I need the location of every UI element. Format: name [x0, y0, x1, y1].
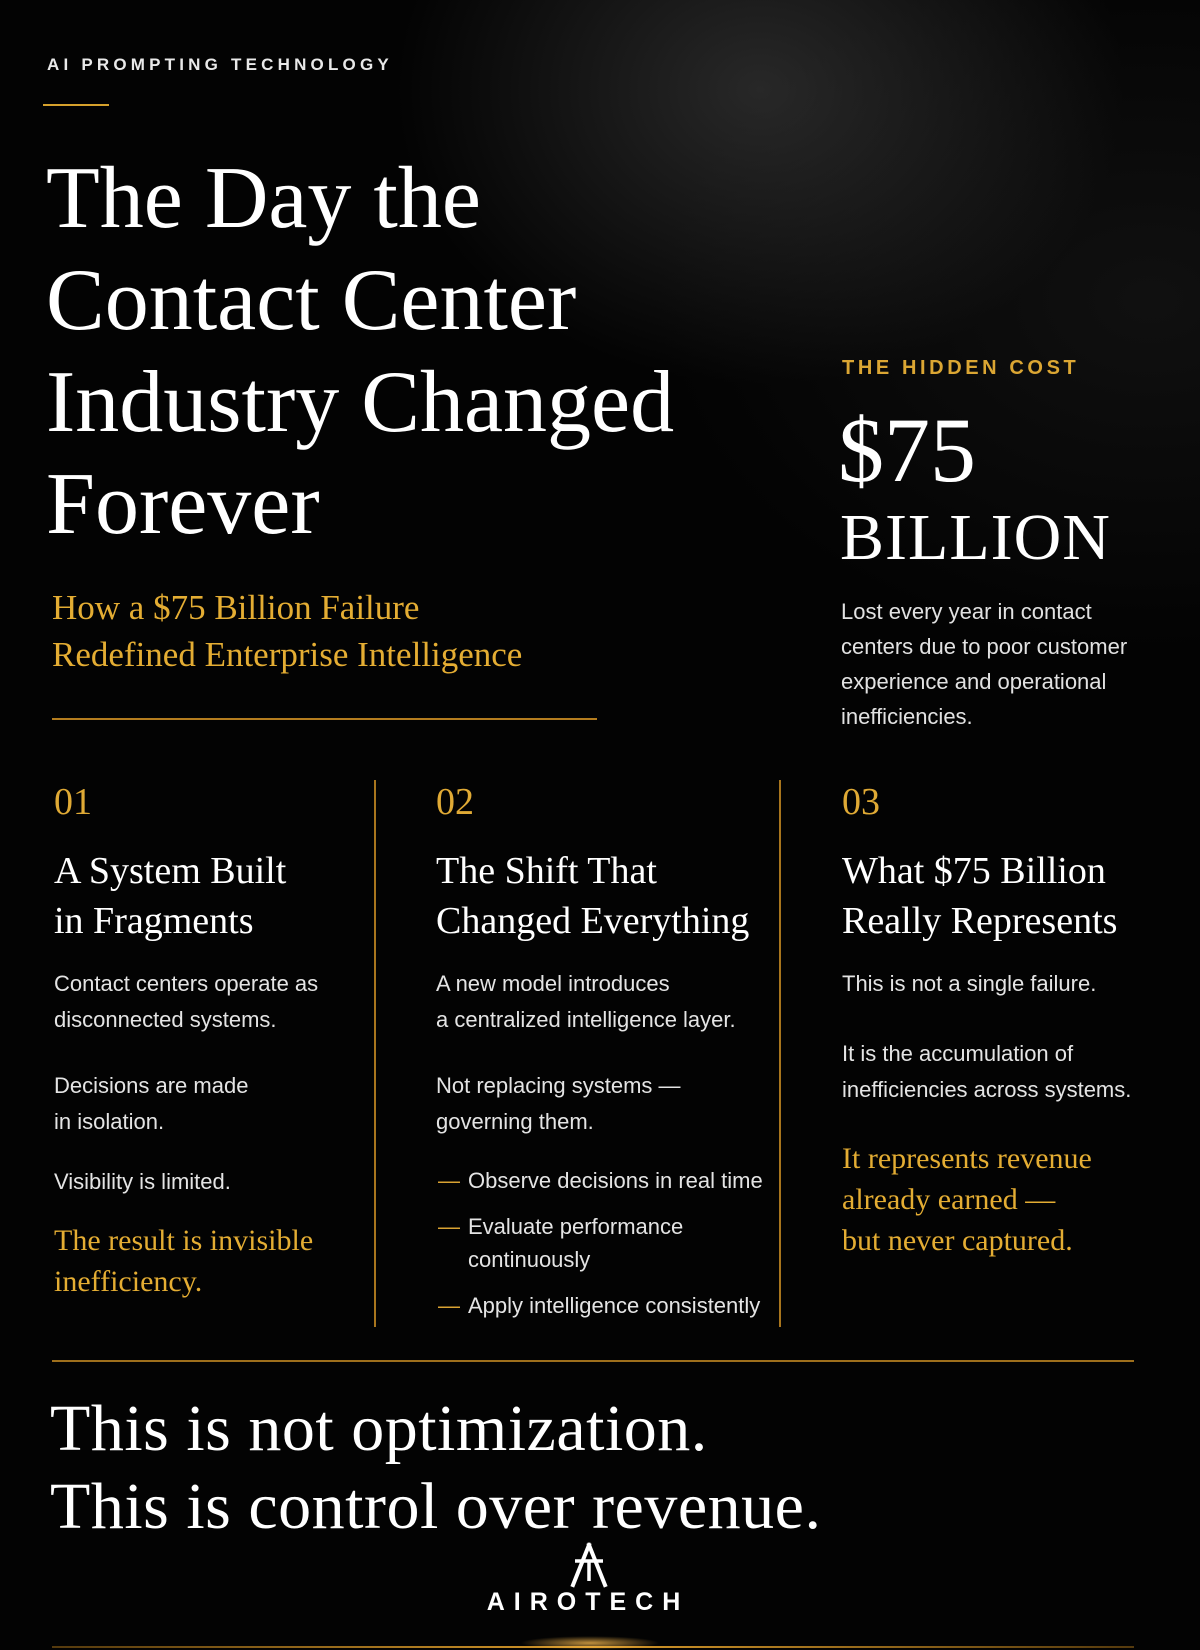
paragraph-line: This is not a single failure. — [842, 971, 1097, 996]
column-number: 03 — [842, 781, 880, 823]
column-paragraph — [842, 1036, 1172, 1108]
subtitle-divider — [52, 718, 597, 720]
column-accent — [842, 1138, 1172, 1261]
bullet-dash: — — [438, 1214, 460, 1239]
paragraph-line: governing them. — [436, 1109, 594, 1134]
column-paragraph — [436, 966, 776, 1038]
column-paragraph — [842, 966, 1172, 1002]
column-heading-line: Really Represents — [842, 900, 1118, 942]
accent-line: but never captured. — [842, 1224, 1073, 1257]
column-02 — [436, 782, 776, 1322]
paragraph-line: Decisions are made — [54, 1073, 249, 1098]
hidden-cost-amount: $75 — [838, 399, 976, 501]
hidden-cost-description: Lost every year in contact centers due to poor customer experience and operational inefficiencies. — [841, 599, 1128, 729]
column-heading-line: The Shift That — [436, 850, 657, 892]
accent-line: It represents revenue — [842, 1142, 1092, 1175]
column-paragraph — [54, 1164, 354, 1200]
column-heading-line: in Fragments — [54, 900, 254, 942]
paragraph-line: Contact centers operate as — [54, 971, 319, 996]
paragraph-line: It is the accumulation of — [842, 1041, 1074, 1066]
bullet-text — [468, 1210, 776, 1276]
bullet-item — [436, 1164, 776, 1197]
accent-line: The result is invisible — [54, 1224, 314, 1257]
column-heading — [436, 846, 776, 946]
hidden-cost-label: THE HIDDEN COST — [842, 357, 1080, 379]
column-paragraph — [436, 1068, 776, 1140]
bullet-dash: — — [438, 1293, 460, 1318]
bullet-line: Apply intelligence consistently — [468, 1293, 761, 1318]
bullet-line: continuously — [468, 1247, 591, 1272]
paragraph-line: Not replacing systems — — [436, 1073, 681, 1098]
column-heading-line: Changed Everything — [436, 900, 750, 942]
paragraph-line: inefficiencies across systems. — [842, 1077, 1132, 1102]
paragraph-line: in isolation. — [54, 1109, 165, 1134]
bullet-item — [436, 1210, 776, 1276]
closing-divider — [52, 1360, 1134, 1362]
airotech-logo-icon — [565, 1541, 613, 1589]
bullet-text — [468, 1164, 776, 1197]
column-number: 02 — [436, 781, 474, 823]
column-divider — [779, 780, 781, 1327]
paragraph-line: a centralized intelligence layer. — [436, 1007, 736, 1032]
title-line: Industry Changed — [46, 354, 675, 451]
paragraph-line: Visibility is limited. — [54, 1169, 231, 1194]
column-03 — [842, 782, 1172, 1261]
column-accent — [54, 1220, 354, 1302]
bullet-dash: — — [438, 1168, 460, 1193]
subtitle-line: How a $75 Billion Failure — [52, 588, 420, 627]
closing-line: This is control over revenue. — [50, 1470, 822, 1543]
column-heading-line: What $75 Billion — [842, 850, 1106, 892]
paragraph-line: A new model introduces — [436, 971, 670, 996]
airotech-wordmark: AIROTECH — [486, 1588, 690, 1616]
hidden-cost-unit: BILLION — [840, 501, 1111, 574]
column-heading — [842, 846, 1172, 946]
eyebrow-label: AI PROMPTING TECHNOLOGY — [47, 55, 393, 74]
column-01 — [54, 782, 354, 1302]
column-heading-line: A System Built — [54, 850, 287, 892]
title-line: Forever — [46, 456, 320, 553]
subtitle-line: Redefined Enterprise Intelligence — [52, 635, 523, 674]
page-title — [46, 148, 806, 556]
bullet-item — [436, 1289, 776, 1322]
subtitle — [52, 584, 672, 678]
closing-line: This is not optimization. — [50, 1392, 708, 1465]
accent-line: inefficiency. — [54, 1265, 203, 1298]
bullet-line: Evaluate performance — [468, 1214, 684, 1239]
eyebrow-divider — [43, 104, 109, 106]
bullet-line: Observe decisions in real time — [468, 1168, 763, 1193]
column-paragraph — [54, 1068, 354, 1140]
title-line: Contact Center — [46, 252, 577, 349]
closing-statement — [50, 1390, 1150, 1546]
accent-line: already earned — — [842, 1183, 1056, 1216]
bottom-glow — [520, 1636, 660, 1650]
title-line: The Day the — [46, 150, 481, 247]
column-heading — [54, 846, 354, 946]
column-divider — [374, 780, 376, 1327]
column-number: 01 — [54, 781, 92, 823]
column-paragraph — [54, 966, 354, 1038]
paragraph-line: disconnected systems. — [54, 1007, 277, 1032]
bullet-text — [468, 1289, 776, 1322]
